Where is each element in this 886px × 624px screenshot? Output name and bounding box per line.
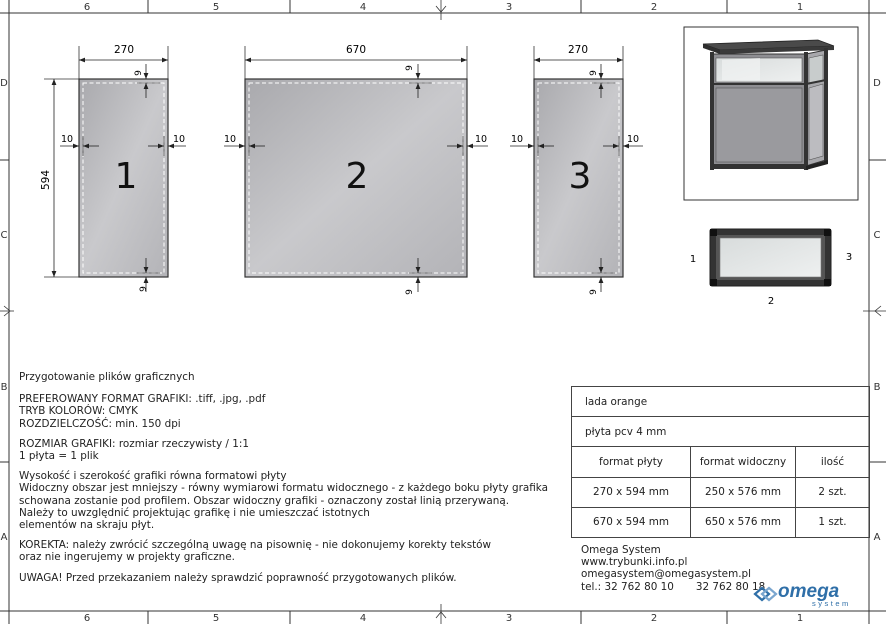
side-label: 3 bbox=[845, 252, 853, 263]
table-row bbox=[572, 507, 870, 537]
height-dimension: 594 bbox=[40, 169, 52, 191]
top-margin: 9 bbox=[405, 65, 415, 71]
header-visible-format: format widoczny bbox=[691, 447, 796, 477]
bottom-margin: 9 bbox=[405, 289, 415, 295]
counter-3d-view bbox=[684, 27, 858, 200]
col-label: 2 bbox=[650, 2, 658, 13]
correction-block: KOREKTA: należy zwrócić szczególną uwagę na pisownię - nie dokonujemy korekty tekstów oraz nie ingerujemy w projekty graficzne. bbox=[19, 539, 492, 564]
phone-line bbox=[581, 581, 765, 593]
left-margin: 10 bbox=[223, 134, 237, 145]
plate-number: 2 bbox=[345, 156, 369, 197]
contact-block bbox=[581, 544, 765, 593]
material: płyta pcv 4 mm bbox=[572, 417, 870, 447]
width-dimension: 270 bbox=[567, 44, 589, 56]
plate-number: 3 bbox=[568, 156, 592, 197]
header-plate-format: format płyty bbox=[572, 447, 691, 477]
format-block: PREFEROWANY FORMAT GRAFIKI: .tiff, .jpg, .pdf TRYB KOLORÓW: CMYK ROZDZIELCZOŚĆ: min. 150 dpi bbox=[19, 393, 266, 430]
phone-1: tel.: 32 762 80 10 bbox=[581, 580, 674, 593]
product-name: lada orange bbox=[572, 387, 870, 417]
logo-word: omega bbox=[778, 581, 840, 602]
right-margin: 10 bbox=[172, 134, 186, 145]
plate-1 bbox=[40, 44, 186, 292]
spec-table bbox=[571, 386, 870, 538]
company-name: Omega System bbox=[581, 544, 661, 556]
size-block: ROZMIAR GRAFIKI: rozmiar rzeczywisty / 1:1 1 płyta = 1 plik bbox=[19, 437, 249, 463]
right-margin: 10 bbox=[474, 134, 488, 145]
phone-2: 32 762 80 18 bbox=[695, 580, 766, 593]
notes-heading: Przygotowanie plików graficznych bbox=[19, 371, 195, 383]
header-quantity: ilość bbox=[796, 447, 870, 477]
col-label: 4 bbox=[359, 613, 367, 624]
row-label: A bbox=[873, 532, 881, 543]
cell-plate-format: 670 x 594 mm bbox=[572, 507, 691, 537]
top-margin: 9 bbox=[589, 70, 599, 76]
row-label: D bbox=[0, 78, 8, 89]
width-dimension: 670 bbox=[345, 44, 367, 56]
left-margin: 10 bbox=[510, 134, 524, 145]
row-label: A bbox=[0, 532, 8, 543]
plate-number: 1 bbox=[114, 156, 138, 197]
cell-quantity: 1 szt. bbox=[796, 507, 870, 537]
col-label: 6 bbox=[83, 2, 91, 13]
row-label: C bbox=[873, 230, 881, 241]
cell-visible-format: 650 x 576 mm bbox=[691, 507, 796, 537]
table-row bbox=[572, 477, 870, 507]
logo-subword: system bbox=[812, 599, 851, 608]
col-label: 3 bbox=[505, 613, 513, 624]
col-label: 5 bbox=[212, 2, 220, 13]
preparation-notes bbox=[19, 371, 564, 584]
cell-quantity: 2 szt. bbox=[796, 477, 870, 507]
area-block: Wysokość i szerokość grafiki równa formatowi płyty Widoczny obszar jest mniejszy - równy wymiarowi formatu widocznego - z każdego boku płyty grafika schowana zostanie pod profilem. Obszar widoczny grafiki - oznaczony został linią przerywaną. Należy to uwzględnić projektując grafikę i nie umieszczać istotnych elementów na skraju płyt. bbox=[19, 470, 548, 532]
logo-mark-icon bbox=[755, 588, 776, 600]
top-margin: 9 bbox=[134, 70, 144, 76]
width-dimension: 270 bbox=[113, 44, 135, 56]
col-label: 3 bbox=[505, 2, 513, 13]
website-link[interactable]: www.trybunki.info.pl bbox=[581, 556, 688, 569]
counter-top-view bbox=[690, 229, 852, 307]
side-label: 1 bbox=[689, 254, 697, 265]
row-label: C bbox=[0, 230, 8, 241]
col-label: 2 bbox=[650, 613, 658, 624]
col-label: 1 bbox=[796, 2, 804, 13]
bottom-margin: 9 bbox=[589, 289, 599, 295]
plate-3 bbox=[510, 44, 643, 295]
plate-2 bbox=[224, 44, 488, 295]
warning-text: UWAGA! Przed przekazaniem należy sprawdzić poprawność przygotowanych plików. bbox=[19, 571, 457, 584]
left-margin: 10 bbox=[60, 134, 74, 145]
col-label: 5 bbox=[212, 613, 220, 624]
omega-logo bbox=[752, 580, 872, 608]
cell-visible-format: 250 x 576 mm bbox=[691, 477, 796, 507]
right-margin: 10 bbox=[626, 134, 640, 145]
col-label: 4 bbox=[359, 2, 367, 13]
side-label: 2 bbox=[767, 296, 775, 307]
col-label: 6 bbox=[83, 613, 91, 624]
row-label: B bbox=[0, 382, 8, 393]
col-label: 1 bbox=[796, 613, 804, 624]
row-label: B bbox=[873, 382, 881, 393]
bottom-margin: 9 bbox=[139, 286, 149, 292]
email-link[interactable]: omegasystem@omegasystem.pl bbox=[581, 568, 751, 581]
cell-plate-format: 270 x 594 mm bbox=[572, 477, 691, 507]
row-label: D bbox=[873, 78, 881, 89]
